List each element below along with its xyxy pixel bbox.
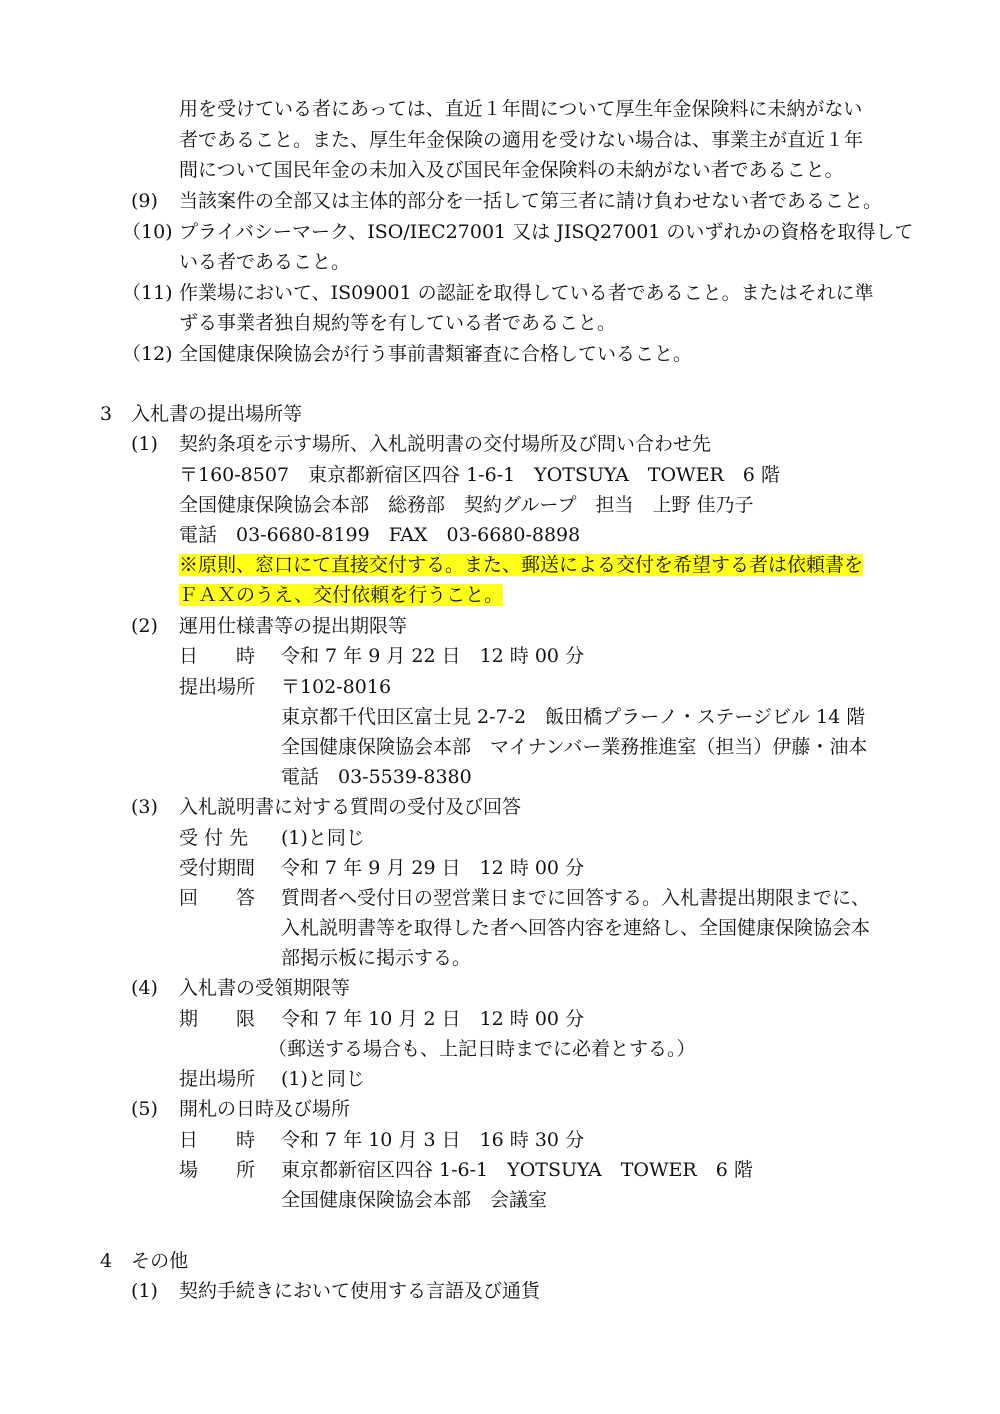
sec3-4-deadline-note: （郵送する場合も、上記日時までに必着とする。） xyxy=(268,1038,696,1060)
item-10-text-line-1: プライバシーマーク、ISO/IEC27001 又は JISQ27001 のいずれかの資格を取得して xyxy=(179,221,914,243)
sec3-3-recv-value: (1)と同じ xyxy=(281,827,365,849)
sec3-4-place-value: (1)と同じ xyxy=(281,1068,365,1090)
sec4-1-number: (1) xyxy=(131,1280,158,1302)
sec4-1-title: 契約手続きにおいて使用する言語及び通貨 xyxy=(179,1280,541,1302)
sec3-4-title: 入札書の受領期限等 xyxy=(179,977,351,999)
sec3-5-title: 開札の日時及び場所 xyxy=(179,1098,351,1120)
highlighted-note-2: ＦＡＸのうえ、交付依頼を行うこと。 xyxy=(179,584,504,606)
item-10-number: （10) xyxy=(122,221,173,243)
sec3-2-place-line-2: 東京都千代田区富士見 2-7-2 飯田橋プラーノ・ステージビル 14 階 xyxy=(281,706,866,728)
sec3-2-date-value: 令和 7 年 9 月 22 日 12 時 00 分 xyxy=(281,645,585,667)
sec3-1-note-line-2 xyxy=(179,580,503,610)
sec3-2-title: 運用仕様書等の提出期限等 xyxy=(179,615,408,637)
section-4-heading: 4 その他 xyxy=(100,1250,189,1272)
sec3-3-answer-line-2: 入札説明書等を取得した者へ回答内容を連絡し、全国健康保険協会本 xyxy=(281,917,871,939)
sec3-3-title: 入札説明書に対する質問の受付及び回答 xyxy=(179,796,522,818)
sec3-5-date-value: 令和 7 年 10 月 3 日 16 時 30 分 xyxy=(281,1129,585,1151)
sec3-2-place-line-4: 電話 03-5539-8380 xyxy=(281,766,472,788)
sec3-5-date-label: 日 時 xyxy=(179,1129,256,1151)
sec3-1-note-line-1 xyxy=(179,550,863,580)
item-9-number: (9) xyxy=(131,190,158,212)
sec3-4-place-label: 提出場所 xyxy=(179,1068,256,1090)
item-12-text: 全国健康保険協会が行う事前書類審査に合格していること。 xyxy=(179,343,693,365)
sec3-3-number: (3) xyxy=(131,796,158,818)
sec3-2-number: (2) xyxy=(131,615,158,637)
sec3-3-period-value: 令和 7 年 9 月 29 日 12 時 00 分 xyxy=(281,857,585,879)
sec3-5-place-line-2: 全国健康保険協会本部 会議室 xyxy=(281,1189,548,1211)
sec3-4-number: (4) xyxy=(131,977,158,999)
sec3-1-number: (1) xyxy=(131,433,158,455)
sec3-2-place-label: 提出場所 xyxy=(179,676,256,698)
sec3-3-recv-label: 受 付 先 xyxy=(179,827,249,849)
sec3-1-phone-fax: 電話 03-6680-8199 FAX 03-6680-8898 xyxy=(179,524,581,546)
sec3-5-place-line-1: 東京都新宿区四谷 1-6-1 YOTSUYA TOWER 6 階 xyxy=(281,1159,753,1181)
eligibility-continuation-line-3: 間について国民年金の未加入及び国民年金保険料の未納がない者であること。 xyxy=(179,159,844,181)
sec3-3-answer-line-1: 質問者へ受付日の翌営業日までに回答する。入札書提出期限までに、 xyxy=(281,887,871,909)
item-10-text-line-2: いる者であること。 xyxy=(179,251,351,273)
sec3-3-answer-line-3: 部掲示板に掲示する。 xyxy=(281,947,472,969)
item-11-number: （11) xyxy=(122,282,173,304)
item-11-text-line-1: 作業場において、IS09001 の認証を取得している者であること。またはそれに準 xyxy=(179,282,874,304)
sec3-4-deadline-value: 令和 7 年 10 月 2 日 12 時 00 分 xyxy=(281,1008,585,1030)
eligibility-continuation-line-2: 者であること。また、厚生年金保険の適用を受けない場合は、事業主が直近１年 xyxy=(179,129,864,151)
item-12-number: （12) xyxy=(122,343,173,365)
eligibility-continuation-line-1: 用を受けている者にあっては、直近１年間について厚生年金保険料に未納がない xyxy=(179,98,863,120)
sec3-2-place-line-1: 〒102-8016 xyxy=(281,676,392,698)
sec3-1-title: 契約条項を示す場所、入札説明書の交付場所及び問い合わせ先 xyxy=(179,433,712,455)
sec3-1-department: 全国健康保険協会本部 総務部 契約グループ 担当 上野 佳乃子 xyxy=(179,494,754,516)
item-11-text-line-2: ずる事業者独自規約等を有している者であること。 xyxy=(179,312,617,334)
sec3-1-address: 〒160-8507 東京都新宿区四谷 1-6-1 YOTSUYA TOWER 6 階 xyxy=(179,464,780,486)
sec3-2-date-label: 日 時 xyxy=(179,645,256,667)
sec3-5-number: (5) xyxy=(131,1098,158,1120)
item-9-text: 当該案件の全部又は主体的部分を一括して第三者に請け負わせない者であること。 xyxy=(179,190,883,212)
sec3-3-answer-label: 回 答 xyxy=(179,887,256,909)
sec3-2-place-line-3: 全国健康保険協会本部 マイナンバー業務推進室（担当）伊藤・油本 xyxy=(281,736,868,758)
sec3-4-deadline-label: 期 限 xyxy=(179,1008,256,1030)
highlighted-note-1: ※原則、窓口にて直接交付する。また、郵送による交付を希望する者は依頼書を xyxy=(179,554,864,576)
sec3-5-place-label: 場 所 xyxy=(179,1159,256,1181)
sec3-3-period-label: 受付期間 xyxy=(179,857,256,879)
section-3-heading: 3 入札書の提出場所等 xyxy=(100,403,303,425)
